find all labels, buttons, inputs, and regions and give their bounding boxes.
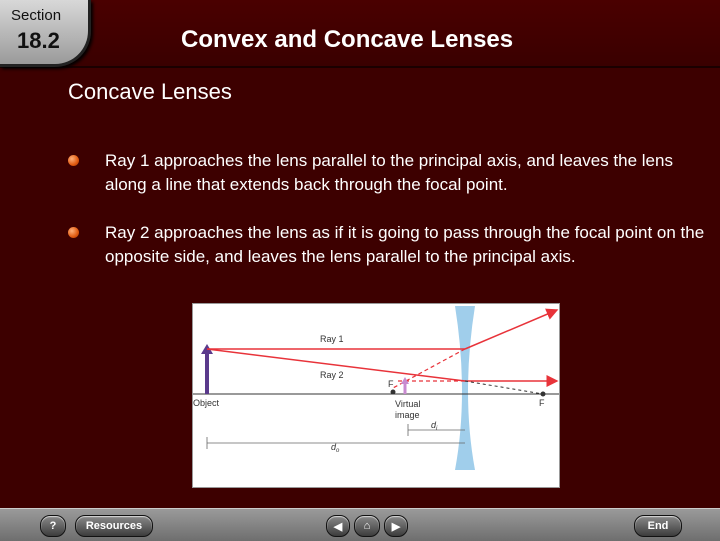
di-label: $d_i$ — [431, 420, 438, 432]
virtual-image-label-2: image — [395, 410, 420, 420]
resources-button[interactable]: Resources — [75, 515, 153, 537]
footer-toolbar — [0, 508, 720, 541]
bullet-icon — [68, 227, 79, 238]
focal-left-label: F — [388, 379, 394, 389]
focal-point-right — [541, 392, 546, 397]
slide-subtitle: Concave Lenses — [68, 79, 232, 104]
end-button[interactable]: End — [634, 515, 682, 537]
help-button[interactable]: ? — [40, 515, 66, 537]
object-label: Object — [193, 398, 220, 408]
home-icon[interactable]: ⌂ — [354, 515, 380, 537]
ray-2-label: Ray 2 — [320, 370, 344, 380]
concave-lens-diagram — [192, 303, 560, 488]
diagram-svg — [193, 304, 559, 487]
ray-1-refracted — [465, 310, 557, 349]
bullet-text: Ray 2 approaches the lens as if it is going to pass through the focal point on the opposite side, and leaves the lens parallel to the principal axis. — [105, 223, 705, 266]
focal-point-left — [391, 390, 396, 395]
bullet-icon — [68, 155, 79, 166]
next-icon[interactable]: ▶ — [384, 515, 408, 537]
section-label: Section — [11, 7, 62, 24]
ray-1-label: Ray 1 — [320, 334, 344, 344]
concave-lens-shape — [455, 306, 475, 470]
focal-right-label: F — [539, 398, 545, 408]
slide-title: Convex and Concave Lenses — [181, 26, 514, 53]
bullet-text: Ray 1 approaches the lens parallel to the principal axis, and leaves the lens along a line that extends back through the focal point. — [105, 151, 673, 194]
previous-icon[interactable]: ◀ — [326, 515, 350, 537]
ray-2-focal-guide — [465, 381, 543, 394]
section-number: 18.2 — [17, 28, 60, 53]
do-label: $d_o$ — [331, 442, 340, 454]
section-tab — [0, 0, 91, 67]
virtual-image-label-1: Virtual — [395, 399, 421, 409]
